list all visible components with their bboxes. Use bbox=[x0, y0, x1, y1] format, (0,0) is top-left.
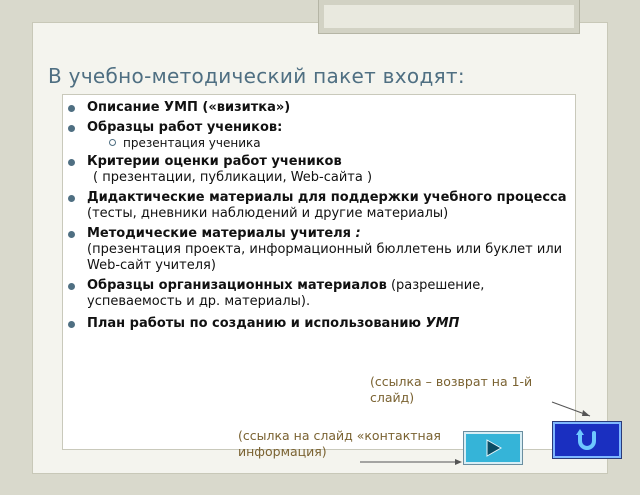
return-link-note: (ссылка – возврат на 1-й слайд) bbox=[370, 374, 533, 405]
arrowhead-icon bbox=[455, 459, 462, 465]
slide-title: В учебно-методический пакет входят: bbox=[48, 64, 465, 88]
item-bold: Методические материалы учителя bbox=[87, 226, 352, 241]
item-bold: Критерии оценки работ учеников bbox=[87, 154, 342, 169]
arrowhead-icon bbox=[582, 410, 590, 416]
contact-link-note: (ссылка на слайд «контактная информация) bbox=[238, 428, 441, 459]
sub-item-text: презентация ученика bbox=[123, 136, 261, 150]
item-mark: : bbox=[351, 226, 361, 241]
item-line2: ( презентации, публикации, Web-сайта ) bbox=[93, 170, 373, 185]
item-rest: (тесты, дневники наблюдений и другие материалы) bbox=[87, 206, 449, 221]
item-rest: («визитка») bbox=[197, 100, 291, 115]
item-bold: Описание УМП bbox=[87, 100, 198, 115]
item-tail: УМП bbox=[425, 316, 460, 331]
item-rest: по созданию и использованию bbox=[185, 316, 426, 331]
item-bold: Образцы организационных материалов bbox=[87, 278, 387, 293]
return-u-arrow-icon bbox=[574, 428, 600, 452]
item-bold: Образцы работ учеников: bbox=[87, 120, 283, 135]
play-triangle-icon bbox=[483, 438, 503, 458]
next-slide-button[interactable] bbox=[464, 432, 522, 464]
item-line2: (презентация проекта, информационный бюллетень или буклет или Web-сайт учителя) bbox=[87, 242, 563, 273]
item-bold: Дидактические материалы для поддержки учебного процесса bbox=[87, 190, 567, 205]
item-rest: (разрешение, успеваемость и др. материалы). bbox=[87, 278, 485, 309]
return-first-slide-button[interactable] bbox=[553, 422, 621, 458]
item-bold: План работы bbox=[87, 316, 186, 331]
